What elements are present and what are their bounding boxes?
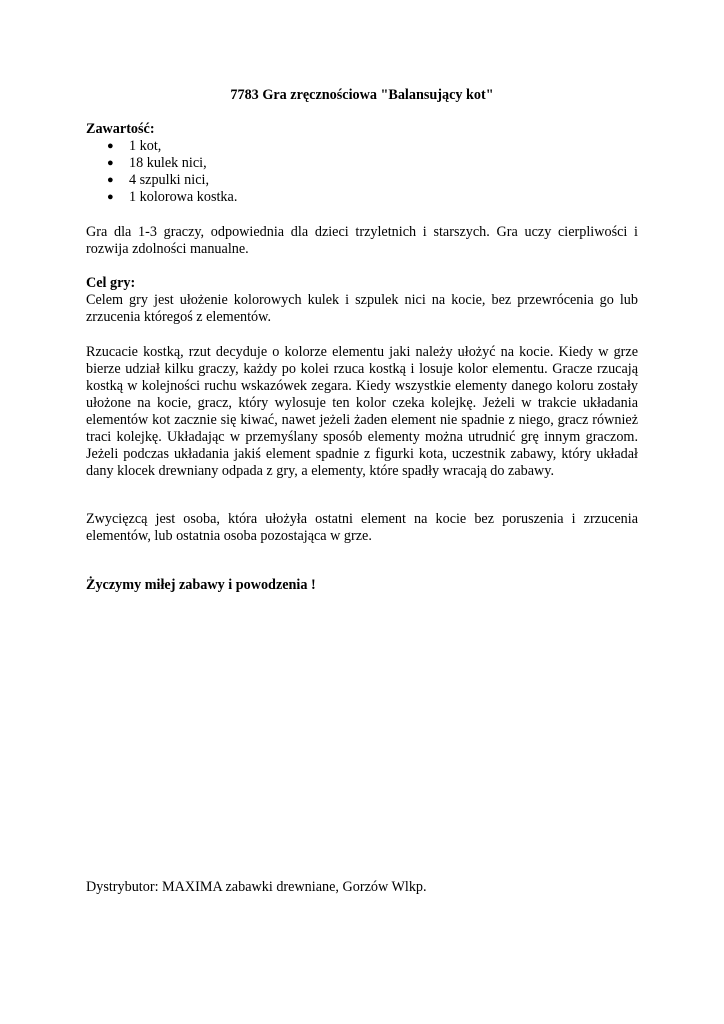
intro-paragraph: Gra dla 1-3 graczy, odpowiednia dla dzieci trzyletnich i starszych. Gra uczy cierpliwości i rozwija zdolności manualne.	[86, 224, 638, 257]
list-item-text: 1 kolorowa kostka.	[129, 189, 238, 205]
rules-paragraph: Rzucacie kostką, rzut decyduje o kolorze elementu jaki należy ułożyć na kocie. Kiedy w grze bierze udział kilku graczy, każdy po kolei rzuca kostką i losuje kolor elementu. Gracze rzucają kostką w kolejności ruchu wskazówek zegara. Kiedy wszystkie elementy danego koloru zostały ułożone na kocie, gracz, który wylosuje ten kolor czeka kolejkę. Jeżeli w trakcie układania elementów kot zacznie się kiwać, nawet jeżeli żaden element nie spadnie z niego, gracz również traci kolejkę. Układając w przemyślany sposób elementy można utrudnić grę innym graczom. Jeżeli podczas układania jakiś element spadnie z figurki kota, uczestnik zabawy, który układał dany klocek drewniany odpada z gry, a elementy, które spadły wracają do zabawy.	[86, 344, 638, 479]
goal-paragraph: Celem gry jest ułożenie kolorowych kulek i szpulek nici na kocie, bez przewrócenia go lub zrzucenia któregoś z elementów.	[86, 292, 638, 325]
bullet-icon: ●	[107, 191, 114, 203]
document-page	[86, 0, 638, 1024]
bullet-icon: ●	[107, 140, 114, 152]
distributor-line: Dystrybutor: MAXIMA zabawki drewniane, Gorzów Wlkp.	[86, 879, 427, 895]
rules-section	[86, 344, 638, 480]
list-item	[86, 138, 638, 155]
list-item-text: 1 kot,	[129, 138, 162, 154]
closing-wish: Życzymy miłej zabawy i powodzenia !	[86, 577, 316, 593]
bullet-icon: ●	[107, 157, 114, 169]
intro-section	[86, 224, 638, 258]
list-item-text: 18 kulek nici,	[129, 155, 207, 171]
bullet-icon: ●	[107, 174, 114, 186]
contents-heading: Zawartość:	[86, 121, 155, 137]
list-item	[86, 189, 638, 206]
winner-section	[86, 511, 638, 545]
contents-section	[86, 121, 638, 206]
list-item-text: 4 szpulki nici,	[129, 172, 209, 188]
goal-heading: Cel gry:	[86, 275, 136, 291]
winner-paragraph: Zwycięzcą jest osoba, która ułożyła ostatni element na kocie bez poruszenia i zrzucenia elementów, lub ostatnia osoba pozostająca w grze.	[86, 511, 638, 544]
list-item	[86, 155, 638, 172]
goal-section	[86, 275, 638, 326]
document-title: 7783 Gra zręcznościowa "Balansujący kot"	[230, 87, 494, 103]
contents-list	[86, 138, 638, 206]
list-item	[86, 172, 638, 189]
